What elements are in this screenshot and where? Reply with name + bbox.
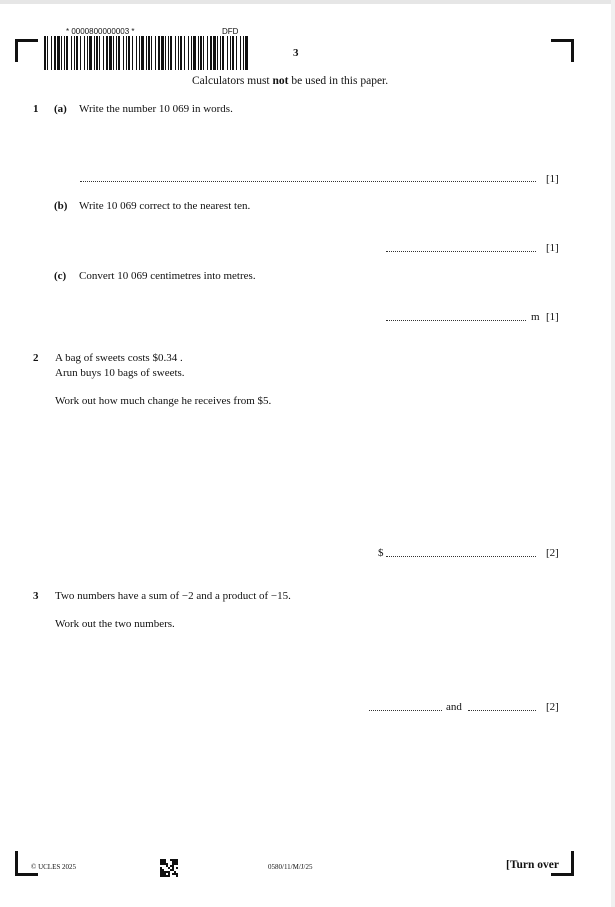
question-2-line-1: A bag of sweets costs $0.34 . bbox=[55, 352, 183, 364]
question-1a-marks: [1] bbox=[546, 173, 559, 185]
question-1b-marks: [1] bbox=[546, 242, 559, 254]
question-3-line-1: Two numbers have a sum of −2 and a product of −15. bbox=[55, 590, 291, 602]
corner-mark-top-right bbox=[551, 39, 574, 62]
paper-code-label: DFD bbox=[222, 27, 239, 36]
barcode-number: * 0000800000003 * bbox=[66, 27, 135, 36]
question-2-line-2: Arun buys 10 bags of sweets. bbox=[55, 367, 185, 379]
page-right-edge bbox=[611, 0, 615, 907]
question-1b-text: Write 10 069 correct to the nearest ten. bbox=[79, 200, 251, 212]
question-1-number: 1 bbox=[33, 103, 39, 115]
corner-mark-top-left bbox=[15, 39, 38, 62]
qr-code-image bbox=[160, 859, 178, 877]
question-1a-text: Write the number 10 069 in words. bbox=[79, 103, 233, 115]
question-1c-text: Convert 10 069 centimetres into metres. bbox=[79, 270, 256, 282]
question-1b-answer-line[interactable] bbox=[386, 251, 536, 252]
copyright: © UCLES 2025 bbox=[31, 863, 76, 871]
page-top-edge bbox=[0, 0, 615, 4]
page-number: 3 bbox=[293, 47, 299, 59]
question-3-and: and bbox=[446, 701, 462, 713]
question-1a-label: (a) bbox=[54, 103, 67, 115]
question-2-line-3: Work out how much change he receives from $5. bbox=[55, 395, 272, 407]
question-3-answer-line-1[interactable] bbox=[369, 710, 442, 711]
question-2-marks: [2] bbox=[546, 547, 559, 559]
footer-paper-code: 0580/11/M/J/25 bbox=[268, 863, 313, 871]
barcode-image bbox=[44, 36, 250, 70]
turn-over-label: [Turn over bbox=[506, 859, 559, 871]
question-3-number: 3 bbox=[33, 590, 39, 602]
question-2-number: 2 bbox=[33, 352, 39, 364]
question-1b-label: (b) bbox=[54, 200, 68, 212]
calculator-instruction: Calculators must not be used in this paper. bbox=[192, 75, 389, 87]
question-3-answer-line-2[interactable] bbox=[468, 710, 536, 711]
question-1c-label: (c) bbox=[54, 270, 67, 282]
question-3-marks: [2] bbox=[546, 701, 559, 713]
question-1c-unit: m bbox=[531, 311, 540, 323]
question-2-answer-line[interactable] bbox=[386, 556, 536, 557]
question-3-line-2: Work out the two numbers. bbox=[55, 618, 175, 630]
question-1c-answer-line[interactable] bbox=[386, 320, 526, 321]
question-1a-answer-line[interactable] bbox=[80, 181, 536, 182]
question-2-dollar-sign: $ bbox=[378, 547, 384, 559]
question-1c-marks: [1] bbox=[546, 311, 559, 323]
